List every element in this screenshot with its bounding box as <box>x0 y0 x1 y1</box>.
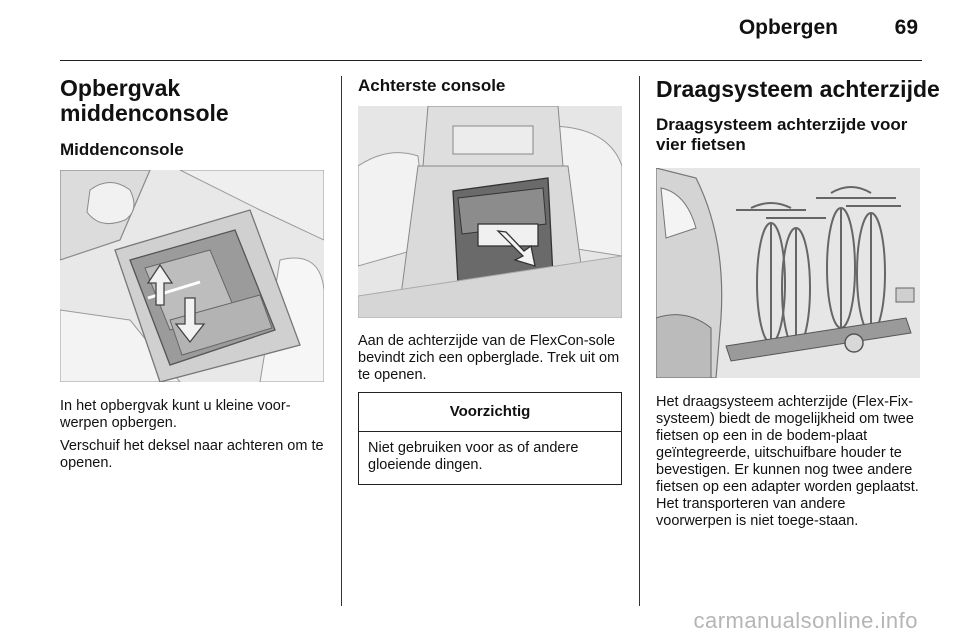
section-heading-storage: Opbergvak middenconsole <box>60 75 229 126</box>
caution-text: Niet gebruiken voor as of andere gloeiende dingen. <box>368 440 579 473</box>
column3-text <box>656 394 924 530</box>
subheading-four-bikes: Draagsysteem achterzijde voor vier fietsen <box>656 115 908 154</box>
column2-text <box>358 333 622 384</box>
caution-box <box>358 392 622 485</box>
paragraph-rear-drawer: Aan de achterzijde van de FlexCon-sole bevindt zich een opberglade. Trek uit om te openen. <box>358 333 620 383</box>
column-divider-2 <box>639 76 640 606</box>
caution-title: Voorzichtig <box>359 393 621 432</box>
column-middle-console <box>60 76 324 160</box>
paragraph-carrier-info: Het draagsysteem achterzijde (Flex-Fix-systeem) biedt de mogelijkheid om twee fietsen op een in de bodem-plaat geïntegreerde, uitschuifbare houder te bevestigen. Er kunnen nog twee andere fietsen op een adapter worden geplaatst. Het transporteren van andere voorwerpen is niet toege-staan. <box>656 394 919 529</box>
middle-console-illustration <box>60 170 324 382</box>
header-divider <box>60 60 922 61</box>
column1-text <box>60 398 326 472</box>
watermark: carmanualsonline.info <box>693 608 918 633</box>
column-rear-carrier <box>656 76 940 155</box>
section-heading-rear-carrier: Draagsysteem achterzijde <box>656 76 940 102</box>
paragraph-storage-info: In het opbergvak kunt u kleine voor-werpen opbergen. <box>60 398 291 431</box>
subheading-middle-console: Middenconsole <box>60 140 184 159</box>
paragraph-open-instruction: Verschuif het deksel naar achteren om te openen. <box>60 438 324 471</box>
bike-carrier-illustration <box>656 168 920 378</box>
column-divider-1 <box>341 76 342 606</box>
header-title: Opbergen <box>738 16 838 39</box>
page-number: 69 <box>894 16 918 39</box>
rear-console-illustration <box>358 106 622 318</box>
column-rear-console <box>358 76 622 96</box>
page-header <box>0 0 960 62</box>
subheading-rear-console: Achterste console <box>358 76 506 95</box>
